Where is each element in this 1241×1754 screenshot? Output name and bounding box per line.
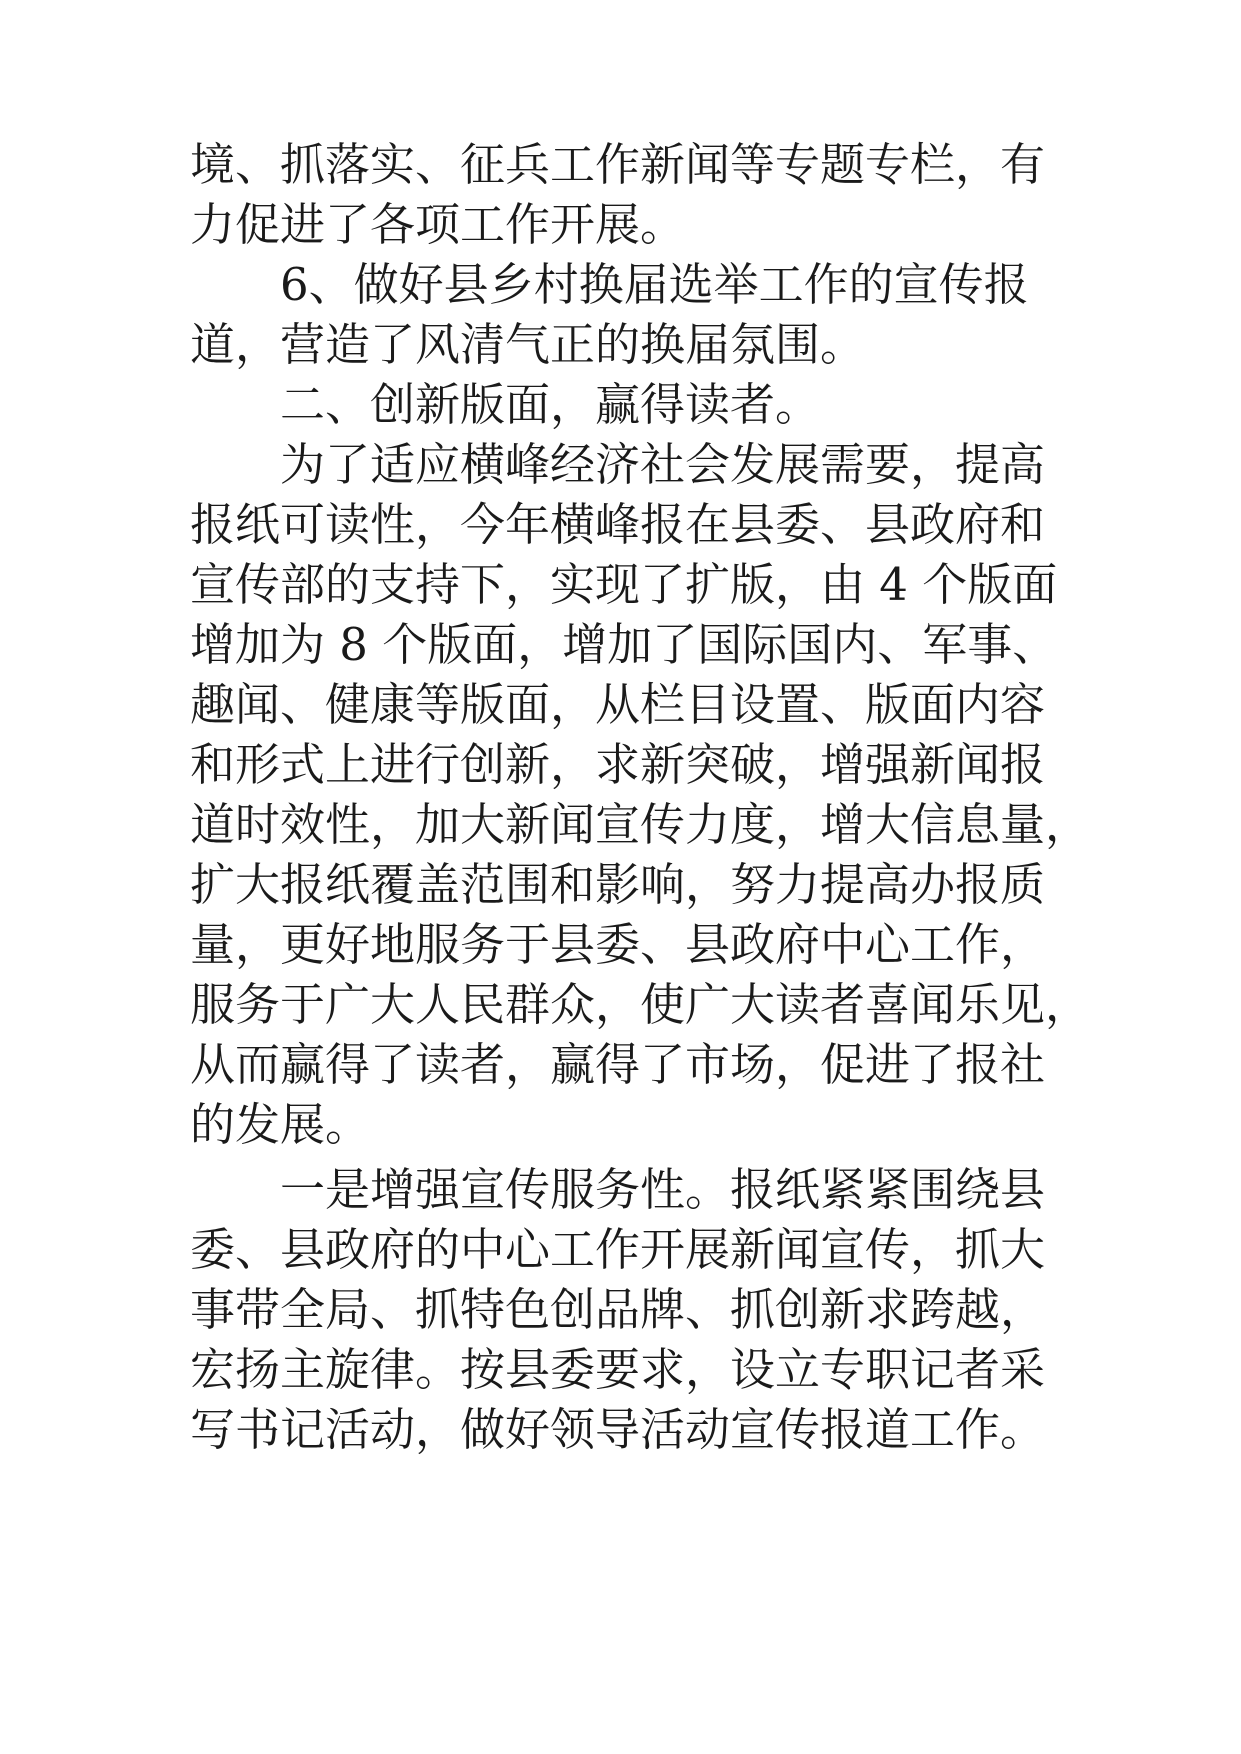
text-line: 报纸可读性，今年横峰报在县委、县政府和 xyxy=(190,498,1046,551)
text-line: 服务于广大人民群众，使广大读者喜闻乐见， xyxy=(190,978,1091,1031)
section-heading: 二、创新版面，赢得读者。 xyxy=(280,378,821,431)
paragraph-start-line: 一是增强宣传服务性。报纸紧紧围绕县 xyxy=(280,1163,1046,1216)
text-line: 力促进了各项工作开展。 xyxy=(190,198,686,251)
paragraph-start-line: 6、做好县乡村换届选举工作的宣传报 xyxy=(280,258,1029,311)
text-line: 写书记活动，做好领导活动宣传报道工作。 xyxy=(190,1403,1046,1456)
text-line: 宏扬主旋律。按县委要求，设立专职记者采 xyxy=(190,1343,1046,1396)
paragraph-start-line: 为了适应横峰经济社会发展需要，提高 xyxy=(280,438,1046,491)
text-line: 趣闻、健康等版面，从栏目设置、版面内容 xyxy=(190,678,1046,731)
text-line: 的发展。 xyxy=(190,1098,371,1151)
text-line: 增加为 8 个版面，增加了国际国内、军事、 xyxy=(190,618,1058,671)
text-line: 宣传部的支持下，实现了扩版，由 4 个版面 xyxy=(190,558,1058,611)
text-line: 和形式上进行创新，求新突破，增强新闻报 xyxy=(190,738,1046,791)
text-line: 道，营造了风清气正的换届氛围。 xyxy=(190,318,866,371)
text-line: 境、抓落实、征兵工作新闻等专题专栏，有 xyxy=(190,138,1046,191)
text-line: 量，更好地服务于县委、县政府中心工作， xyxy=(190,918,1046,971)
text-line: 事带全局、抓特色创品牌、抓创新求跨越， xyxy=(190,1283,1046,1336)
text-line: 委、县政府的中心工作开展新闻宣传，抓大 xyxy=(190,1223,1046,1276)
text-line: 道时效性，加大新闻宣传力度，增大信息量， xyxy=(190,798,1091,851)
text-line: 从而赢得了读者，赢得了市场，促进了报社 xyxy=(190,1038,1046,1091)
text-line: 扩大报纸覆盖范围和影响，努力提高办报质 xyxy=(190,858,1046,911)
